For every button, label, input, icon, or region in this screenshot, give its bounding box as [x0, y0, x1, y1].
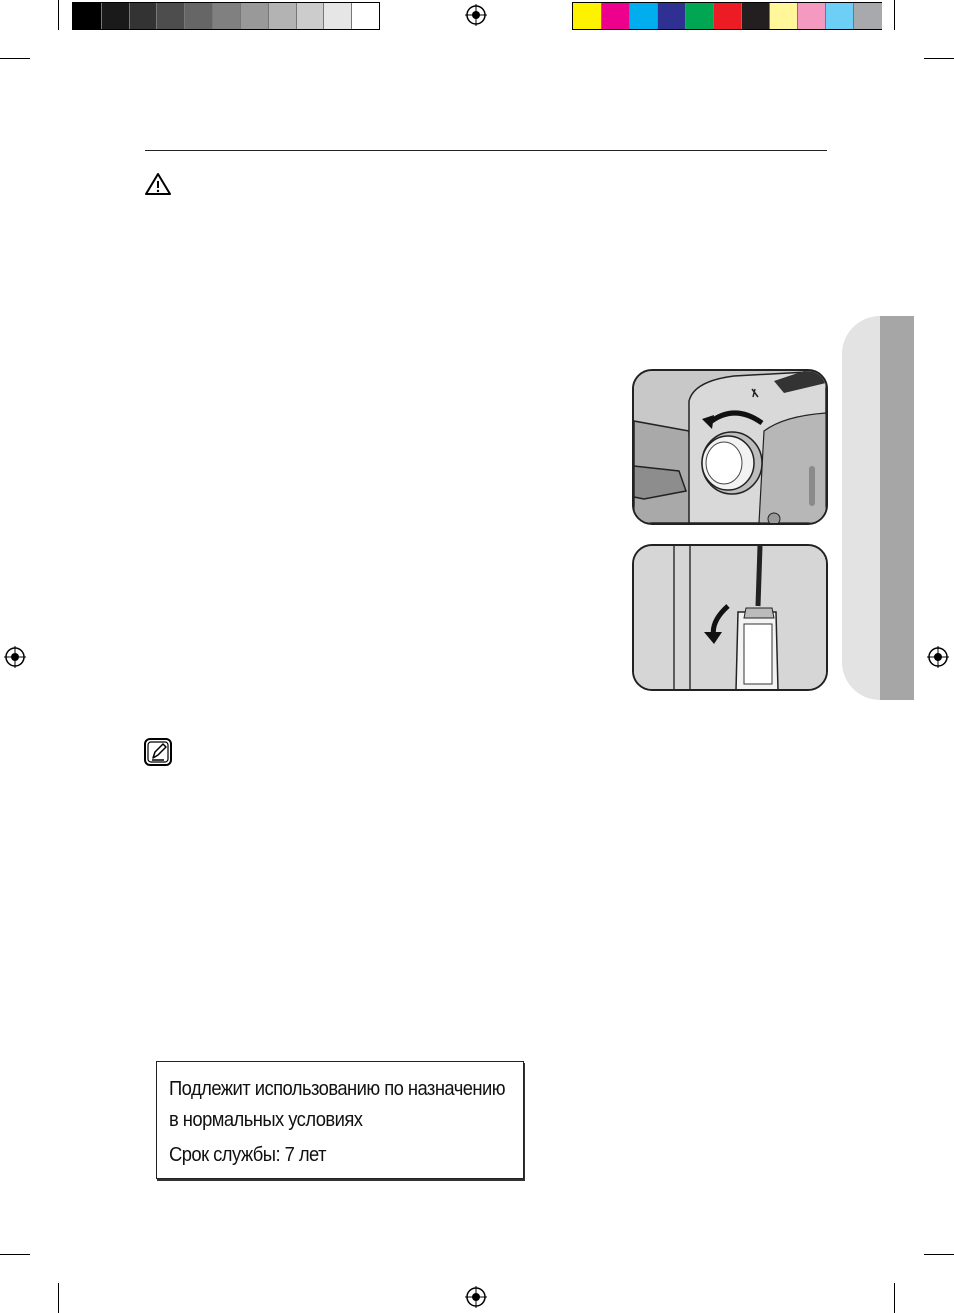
crop-mark-top-left-v [58, 0, 59, 30]
calibration-swatch [212, 3, 240, 29]
crop-mark-bottom-left-v [58, 1283, 59, 1313]
calibration-swatch [351, 3, 379, 29]
registration-mark-icon [465, 1286, 487, 1308]
registration-mark-icon [927, 646, 949, 668]
calibration-swatch [323, 3, 351, 29]
calibration-swatch [129, 3, 157, 29]
calibration-swatch [685, 3, 714, 29]
crop-mark-bottom-right-v [894, 1283, 895, 1313]
crop-mark-top-right-h [924, 58, 954, 59]
grayscale-calibration-bar [72, 2, 380, 30]
note-pencil-icon [144, 738, 172, 766]
calibration-swatch [296, 3, 324, 29]
registration-mark-icon [4, 646, 26, 668]
calibration-swatch [156, 3, 184, 29]
calibration-swatch [268, 3, 296, 29]
warning-triangle-icon [144, 172, 172, 196]
crop-mark-top-left-h [0, 58, 30, 59]
notice-line-conditions: в нормальных условиях [169, 1109, 363, 1131]
calibration-swatch [853, 3, 882, 29]
calibration-swatch [769, 3, 798, 29]
calibration-swatch [101, 3, 129, 29]
calibration-swatch [741, 3, 770, 29]
service-life-notice-box [156, 1061, 524, 1179]
crop-mark-top-right-v [894, 0, 895, 30]
notice-line-usage: Подлежит использованию по назначению [169, 1078, 506, 1100]
registration-mark-icon [465, 4, 487, 26]
calibration-swatch [601, 3, 630, 29]
filter-cap-illustration [632, 369, 828, 525]
calibration-swatch [825, 3, 854, 29]
calibration-swatch [184, 3, 212, 29]
crop-mark-bottom-left-h [0, 1254, 30, 1255]
calibration-swatch [797, 3, 826, 29]
side-tab-accent [880, 316, 914, 700]
color-calibration-bar [572, 2, 882, 30]
calibration-swatch [73, 3, 101, 29]
calibration-swatch [240, 3, 268, 29]
calibration-swatch [573, 3, 602, 29]
calibration-swatch [713, 3, 742, 29]
notice-line-service-life: Срок службы: 7 лет [169, 1144, 326, 1166]
crop-mark-bottom-right-h [924, 1254, 954, 1255]
header-rule [145, 150, 827, 151]
calibration-swatch [657, 3, 686, 29]
side-tab [842, 316, 882, 700]
door-tag-illustration [632, 544, 828, 691]
calibration-swatch [629, 3, 658, 29]
